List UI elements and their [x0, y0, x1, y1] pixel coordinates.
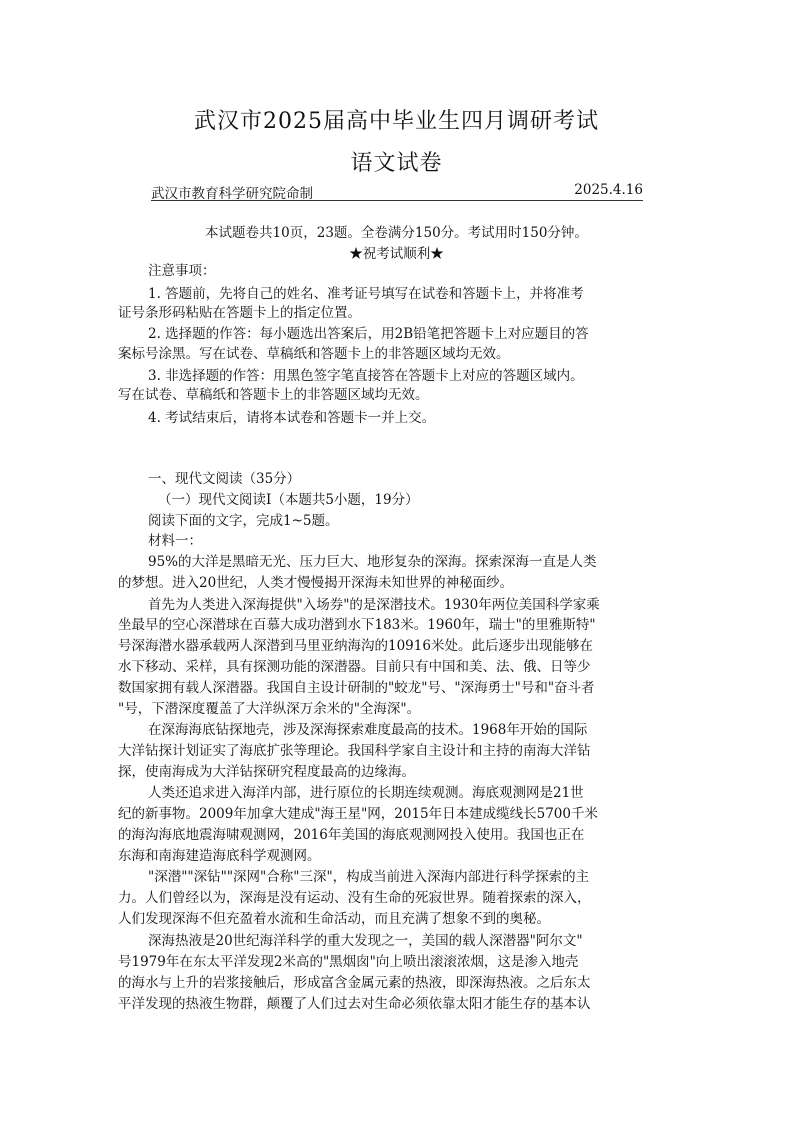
exam-wish: ★祝考试顺利★ [349, 246, 444, 262]
passage-line: 人类还追求进入海洋内部，进行原位的长期连续观测。海底观测网是21世 [148, 785, 584, 801]
passage-line: 首先为人类进入深海提供"入场券"的是深潜技术。1930年两位美国科学家乘 [148, 597, 600, 613]
note-line: 案标号涂黑。写在试卷、草稿纸和答题卡上的非答题区域均无效。 [118, 346, 510, 362]
section-heading: 一、现代文阅读（35分） [148, 471, 301, 487]
exam-subtitle: 语文试卷 [350, 151, 443, 176]
passage-line: "深潜""深钻""深网"合称"三深"，构成当前进入深海内部进行科学探索的主 [148, 869, 590, 885]
note-line: 写在试卷、草稿纸和答题卡上的非答题区域均无效。 [118, 387, 429, 403]
exam-date: 2025.4.16 [574, 182, 643, 198]
note-line: 1. 答题前，先将自己的姓名、准考证号填写在试卷和答题卡上，并将准考 [148, 286, 584, 302]
note-line: 3. 非选择题的作答：用黑色签字笔直接答在答题卡上对应的答题区域内。 [148, 368, 584, 384]
reading-instruction: 阅读下面的文字，完成1~5题。 [148, 513, 339, 529]
note-line: 2. 选择题的作答：每小题选出答案后，用2B铅笔把答题卡上对应题目的答 [148, 326, 589, 342]
author-line [151, 182, 643, 201]
notes-heading: 注意事项： [148, 263, 216, 279]
passage-line: 深海热液是20世纪海洋科学的重大发现之一，美国的载人深潜器"阿尔文" [148, 933, 583, 949]
passage-line: 数国家拥有载人深潜器。我国自主设计研制的"蛟龙"号、"深海勇士"号和"奋斗者 [118, 680, 595, 696]
exam-summary: 本试题卷共10页，23题。全卷满分150分。考试用时150分钟。 [205, 225, 588, 241]
passage-line: 大洋钻探计划证实了海底扩张等理论。我国科学家自主设计和主持的南海大洋钻 [118, 743, 591, 759]
passage-line: "号，下潜深度覆盖了大洋纵深万余米的"全海深"。 [118, 701, 421, 717]
passage-line: 东海和南海建造海底科学观测网。 [118, 848, 321, 864]
note-line: 4. 考试结束后，请将本试卷和答题卡一并上交。 [148, 410, 436, 426]
passage-line: 人们发现深海不但充盈着水流和生命活动，而且充满了想象不到的奥秘。 [118, 911, 550, 927]
passage-line: 的海水与上升的岩浆接触后，形成富含金属元素的热液，即深海热液。之后东太 [118, 975, 591, 991]
passage-line: 坐最早的空心深潜球在百慕大成功潜到水下183米。1960年，瑞士"的里雅斯特" [118, 617, 596, 633]
issuing-organization: 武汉市教育科学研究院命制 [151, 186, 313, 202]
exam-title: 武汉市2025届高中毕业生四月调研考试 [194, 109, 599, 134]
passage-line: 的梦想。进入20世纪，人类才慢慢揭开深海未知世界的神秘面纱。 [118, 575, 514, 591]
passage-line: 水下移动、采样，具有探测功能的深潜器。目前只有中国和美、法、俄、日等少 [118, 659, 591, 675]
passage-line: 的海沟海底地震海啸观测网，2016年美国的海底观测网投入使用。我国也正在 [118, 827, 585, 843]
passage-line: 力。人们曾经以为，深海是没有运动、没有生命的死寂世界。随着探索的深入， [118, 890, 591, 906]
passage-line: 纪的新事物。2009年加拿大建成"海王星"网，2015年日本建成缆线长5700千米 [118, 806, 598, 822]
passage-line: 平洋发现的热液生物群，颠覆了人们过去对生命必须依靠太阳才能生存的基本认 [118, 996, 591, 1012]
passage-line: 95%的大洋是黑暗无光、压力巨大、地形复杂的深海。探索深海一直是人类 [148, 554, 597, 570]
note-line: 证号条形码粘贴在答题卡上的指定位置。 [118, 305, 361, 321]
passage-line: 探，使南海成为大洋钻探研究程度最高的边缘海。 [118, 764, 415, 780]
passage-line: 在深海海底钻探地壳，涉及深海探索难度最高的技术。1968年开始的国际 [148, 722, 588, 738]
section-subheading: （一）现代文阅读Ⅰ（本题共5小题，19分） [158, 492, 419, 508]
material-label: 材料一： [148, 533, 202, 549]
passage-line: 号深海潜水器承载两人深潜到马里亚纳海沟的10916米处。此后逐步出现能够在 [118, 638, 593, 654]
passage-line: 号1979年在东太平洋发现2米高的"黑烟囱"向上喷出滚滚浓烟，这是渗入地壳 [118, 954, 579, 970]
